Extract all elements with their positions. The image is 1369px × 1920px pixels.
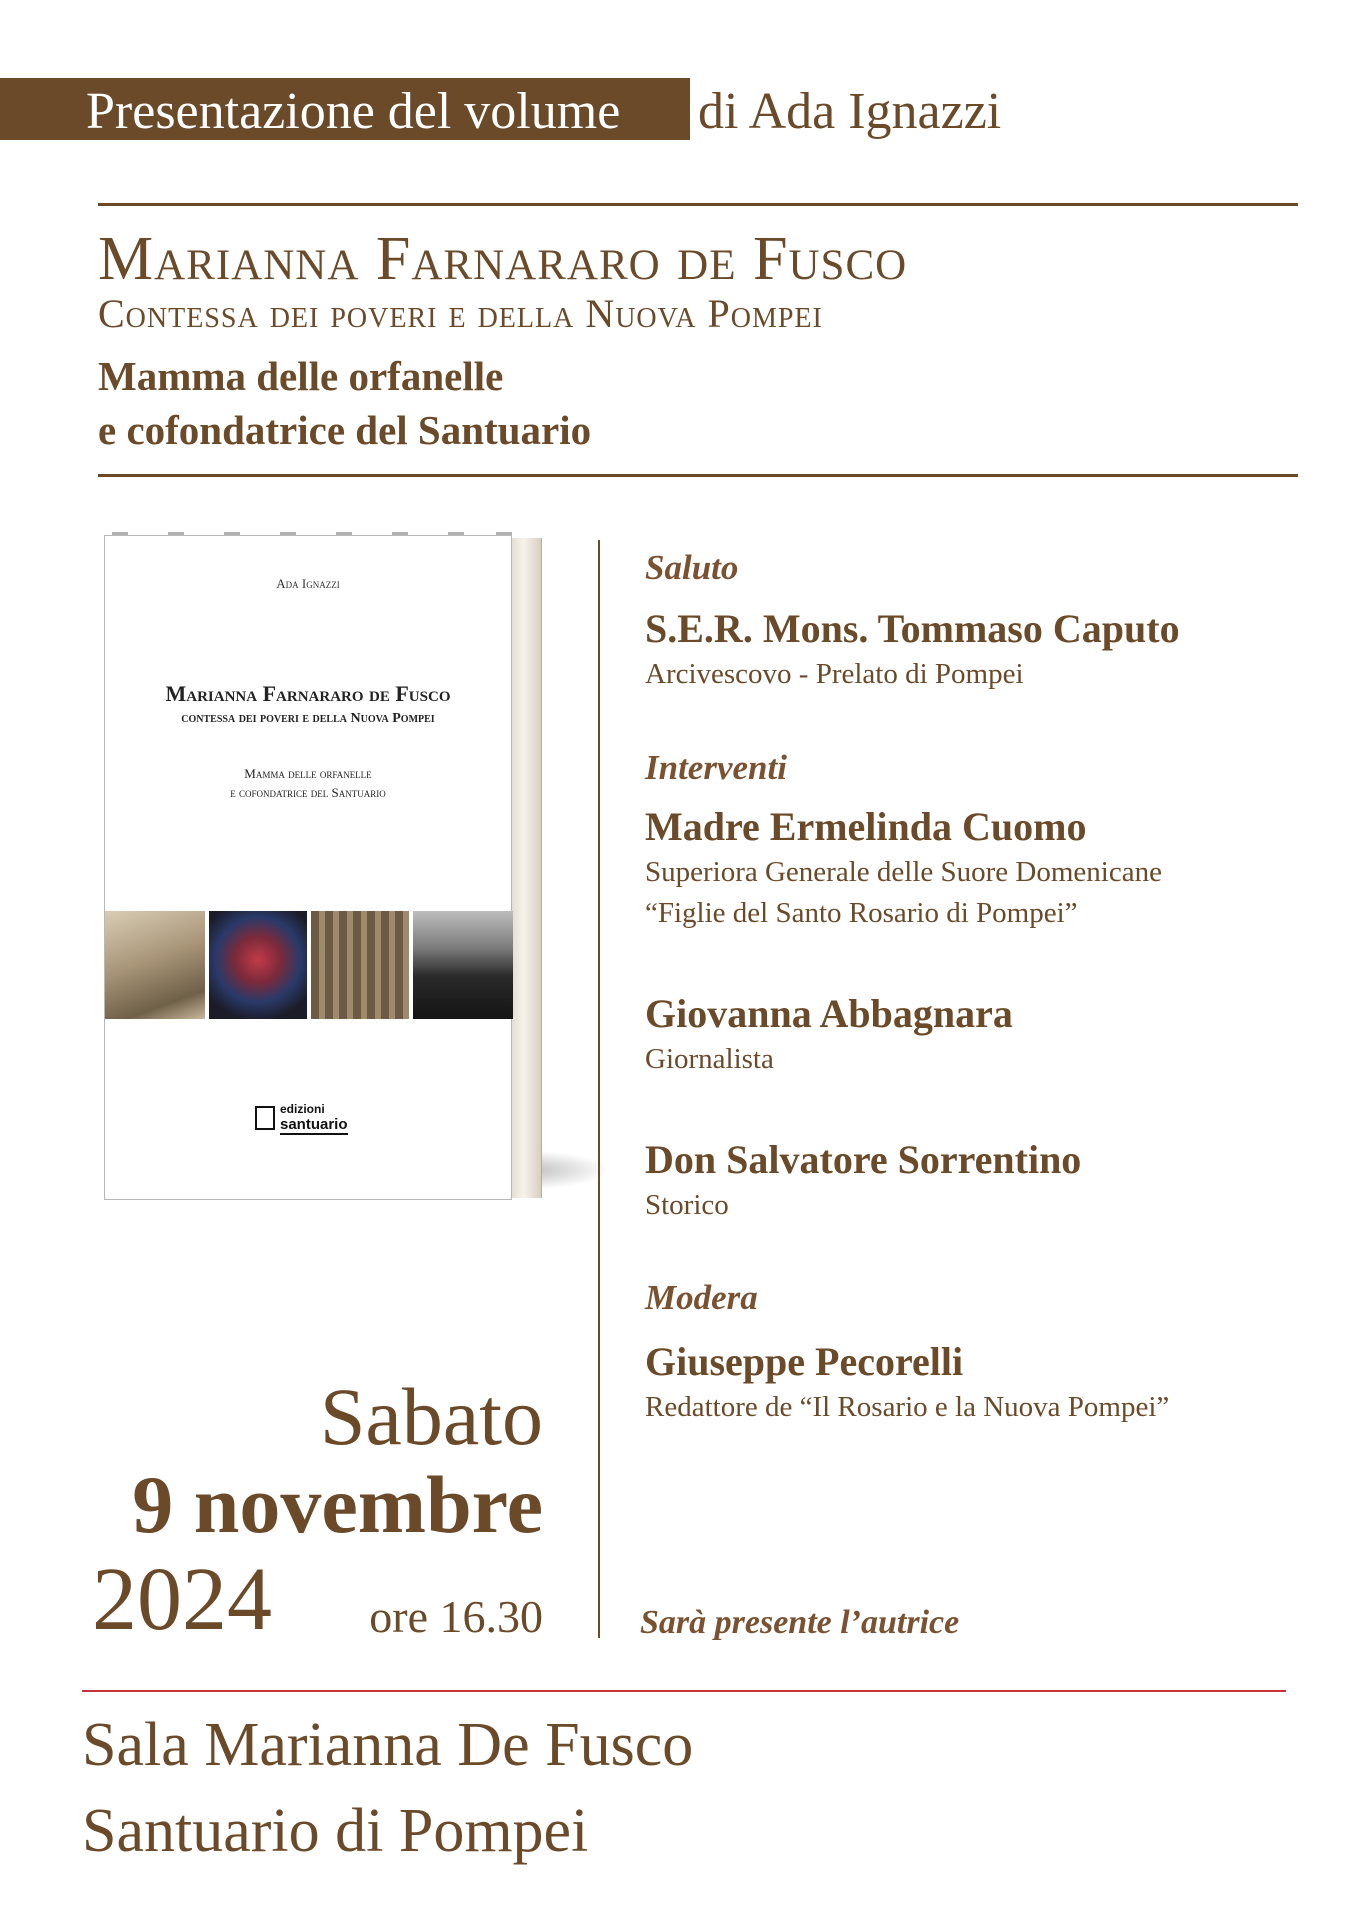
publisher-logo-icon [255,1106,275,1130]
book-subtitle-line1: Mamma delle orfanelle [98,353,504,399]
event-day: Sabato [319,1371,543,1462]
saluto-name: S.E.R. Mons. Tommaso Caputo [645,606,1180,651]
saluto-label: Saluto [645,548,739,587]
book-cover [104,535,512,1200]
publisher-name: santuario [280,1116,348,1133]
cover-line1: Mamma delle orfanelle [244,766,372,781]
interventi-label: Interventi [645,748,787,787]
venue-hall: Sala Marianna De Fusco [82,1711,694,1779]
moderator-name: Giuseppe Pecorelli [645,1339,964,1384]
speaker1-role2: “Figlie del Santo Rosario di Pompei” [645,897,1078,929]
book-title-sub: Contessa dei poveri e della Nuova Pompei [98,291,823,336]
book-subtitle-line2: e cofondatrice del Santuario [98,407,592,453]
cover-subtitle: contessa dei poveri e della Nuova Pompei [181,711,435,726]
cover-photo-orphans [311,911,409,1019]
cover-line2: e cofondatrice del Santuario [230,785,386,800]
event-time: ore 16.30 [369,1591,543,1642]
author-presence-note: Sarà presente l’autrice [640,1604,960,1641]
modera-label: Modera [645,1278,758,1317]
speaker3-role: Storico [645,1189,729,1221]
speaker1-role1: Superiora Generale delle Suore Domenicane [645,856,1162,888]
event-date: 9 novembre [132,1459,543,1550]
vertical-divider [598,540,600,1638]
speaker2-name: Giovanna Abbagnara [645,991,1013,1036]
book-pages [512,538,542,1198]
speaker2-role: Giornalista [645,1043,774,1075]
cover-title: Marianna Farnararo de Fusco [165,681,451,706]
banner-author: di Ada Ignazzi [698,83,1002,140]
banner-title: Presentazione del volume [86,83,621,140]
publisher-top: edizioni [280,1102,325,1116]
cover-photo-couple [413,911,513,1019]
title-divider [98,474,1298,477]
speaker3-name: Don Salvatore Sorrentino [645,1137,1082,1182]
cover-author: Ada Ignazzi [276,576,340,591]
event-year: 2024 [92,1550,272,1649]
cover-photo-madonna [209,911,307,1019]
book-title-main: Marianna Farnararo de Fusco [98,225,908,293]
moderator-role: Redattore de “Il Rosario e la Nuova Pompei” [645,1391,1170,1423]
venue-divider [82,1690,1286,1692]
venue-sanctuary: Santuario di Pompei [82,1797,589,1865]
top-divider [98,203,1298,206]
speaker1-name: Madre Ermelinda Cuomo [645,804,1087,849]
cover-photo-refectory [105,911,205,1019]
saluto-role: Arcivescovo - Prelato di Pompei [645,658,1024,690]
